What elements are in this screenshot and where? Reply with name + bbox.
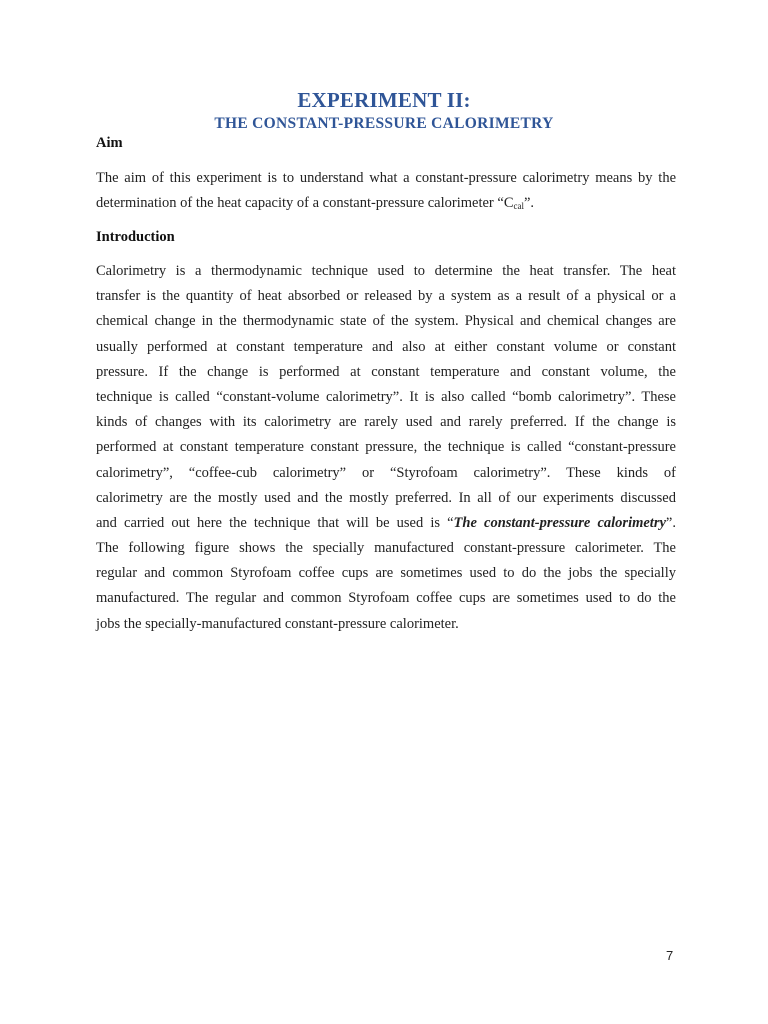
aim-line-2-end: ”. [524, 195, 535, 212]
intro-line-12: The following figure shows the specially manufactured constant-pressure calorimeter. The [96, 540, 676, 557]
intro-line-3: chemical change in the thermodynamic state of the system. Physical and chemical changes are [96, 313, 676, 330]
intro-line-9: calorimetry”, “coffee-cub calorimetry” or “Styrofoam calorimetry”. These kinds of [96, 464, 676, 481]
page-number: 7 [666, 948, 674, 963]
aim-paragraph [96, 166, 676, 216]
intro-line-7: kinds of changes with its calorimetry are rarely used and rarely preferred. If the change is [96, 414, 676, 431]
intro-line-13: regular and common Styrofoam coffee cups are sometimes used to do the jobs the specially [96, 565, 676, 582]
intro-line-5: pressure. If the change is performed at constant temperature and constant volume, the [96, 363, 676, 380]
introduction-paragraph [96, 259, 676, 637]
aim-line-2-text: determination of the heat capacity of a constant-pressure calorimeter “C [96, 195, 514, 212]
heat-capacity-subscript: cal [513, 201, 524, 212]
aim-line-2 [96, 191, 676, 216]
experiment-subtitle: THE CONSTANT-PRESSURE CALORIMETRY [214, 115, 554, 132]
intro-line-1: Calorimetry is a thermodynamic technique used to determine the heat transfer. The heat [96, 263, 676, 279]
intro-line-4: usually performed at constant temperature and also at either constant volume or constant [96, 338, 676, 355]
intro-line-8: performed at constant temperature constant pressure, the technique is called “constant-pressure [96, 439, 676, 456]
emphasized-technique: The constant-pressure calorimetry [453, 514, 666, 531]
intro-line-14: manufactured. The regular and common Styrofoam coffee cups are sometimes used to do the [96, 590, 676, 607]
intro-line-15: jobs the specially-manufactured constant-pressure calorimeter. [96, 615, 459, 632]
intro-line-6: technique is called “constant-volume calorimetry”. It is also called “bomb calorimetry”. These [96, 388, 676, 405]
aim-line-1: The aim of this experiment is to understand what a constant-pressure calorimetry means by the [96, 170, 676, 186]
intro-line-11-text: and carried out here the technique that will be used is “ [96, 514, 454, 531]
intro-line-11 [96, 511, 676, 536]
intro-line-10: calorimetry are the mostly used and the mostly preferred. In all of our experiments discussed [96, 489, 676, 506]
introduction-heading: Introduction [96, 229, 175, 245]
aim-heading: Aim [96, 135, 123, 151]
intro-line-2: transfer is the quantity of heat absorbed or released by a system as a result of a physical or a [96, 288, 676, 305]
intro-line-11-end: ”. [665, 514, 676, 531]
experiment-title: EXPERIMENT II: [297, 88, 471, 112]
